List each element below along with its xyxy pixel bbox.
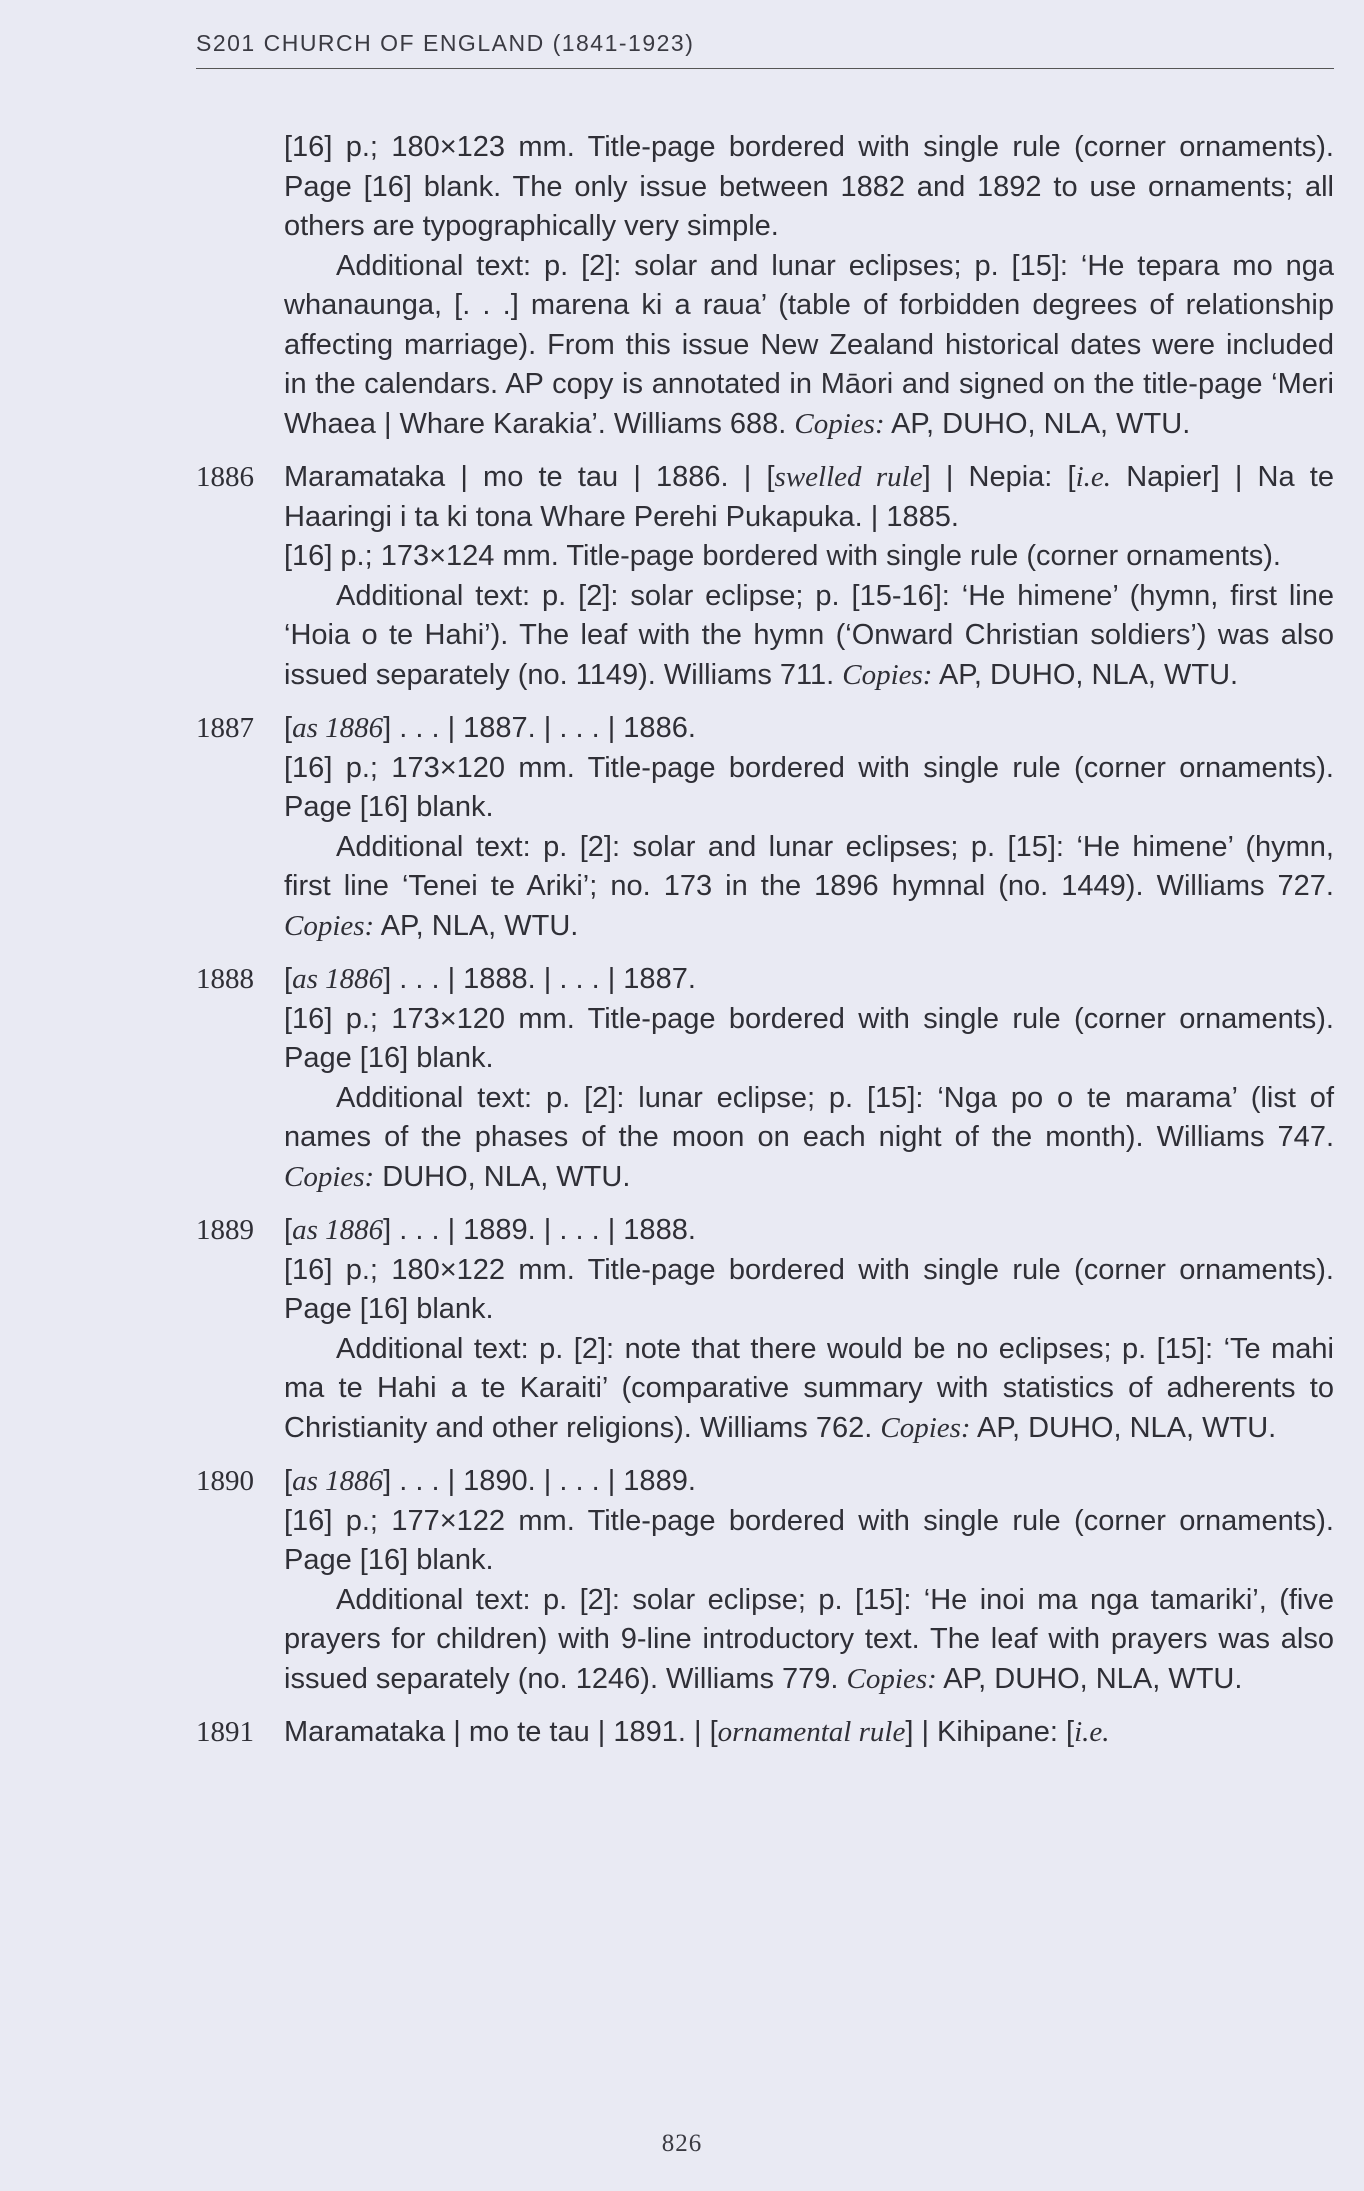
additional-text: [284, 828, 1334, 947]
entry-year: 1889: [196, 1214, 254, 1246]
entry-body: [284, 960, 1334, 1197]
copies-label: Copies:: [284, 1160, 375, 1193]
entry-title: [as 1886] . . . | 1888. | . . . | 1887.: [284, 963, 696, 995]
copies-list: DUHO, NLA, WTU.: [382, 1160, 631, 1193]
copies-label: Copies:: [846, 1662, 937, 1695]
copies-label: Copies:: [284, 909, 375, 942]
title-part: Maramataka | mo te tau | 1886. | [: [284, 461, 775, 493]
title-part: ] . . . | 1890. | . . . | 1889.: [383, 1465, 696, 1497]
title-part: Maramataka | mo te tau | 1891. | [: [284, 1716, 718, 1748]
copies-list: AP, NLA, WTU.: [380, 909, 579, 942]
entry-continuation: [196, 128, 1334, 444]
title-italic: as 1886: [292, 963, 384, 995]
additional-text-body: Additional text: p. [2]: solar eclipse; p. [15-16]: ‘He himene’ (hymn, first line ‘Hoia o te Hahi’). The leaf with the hymn (‘Onward Christian soldiers’) was also issued separately (no. 1149). Williams 711.: [284, 579, 1334, 691]
physical-description: [16] p.; 180×122 mm. Title-page bordered with single rule (corner ornaments). Page [16] blank.: [284, 1253, 1334, 1325]
entry-1886: [196, 458, 1334, 695]
entry-title: [as 1886] . . . | 1890. | . . . | 1889.: [284, 1465, 696, 1497]
physical-description: [16] p.; 173×120 mm. Title-page bordered with single rule (corner ornaments). Page [16] blank.: [284, 1002, 1334, 1074]
entries-list: [196, 128, 1334, 1767]
title-part: Napier] | Na te Haaringi i ta ki tona Whare Perehi Pukapuka. | 1885.: [284, 461, 1334, 533]
title-italic: as 1886: [292, 1214, 384, 1246]
physical-description: [16] p.; 177×122 mm. Title-page bordered with single rule (corner ornaments). Page [16] blank.: [284, 1504, 1334, 1576]
header-rule: [196, 68, 1334, 69]
additional-text: [284, 1581, 1334, 1700]
copies-label: Copies:: [842, 658, 933, 691]
title-part: ] . . . | 1889. | . . . | 1888.: [383, 1214, 696, 1246]
entry-year: 1890: [196, 1465, 254, 1497]
entry-body: [284, 128, 1334, 444]
title-italic: as 1886: [292, 1465, 384, 1497]
page-number: 826: [661, 2130, 703, 2157]
entry-1889: [196, 1211, 1334, 1448]
copies-label: Copies:: [794, 407, 885, 440]
entry-title: [as 1886] . . . | 1887. | . . . | 1886.: [284, 712, 696, 744]
additional-text-body: Additional text: p. [2]: lunar eclipse; p. [15]: ‘Nga po o te marama’ (list of names of the phases of the moon on each night of the month). Williams 747.: [284, 1081, 1334, 1153]
entry-body: [284, 709, 1334, 946]
additional-text-body: Additional text: p. [2]: solar and lunar eclipses; p. [15]: ‘He tepara mo nga whanaunga, [. . .] marena ki a raua’ (table of forbidden degrees of relationship affecting marriage). From this issue New Zealand historical dates were included in the calendars. AP copy is annotated in Māori and signed on the title-page ‘Meri Whaea | Whare Karakia’. Williams 688.: [284, 249, 1334, 440]
title-part: ] | Nepia: [: [922, 461, 1076, 493]
entry-year: 1887: [196, 712, 254, 744]
additional-text-body: Additional text: p. [2]: note that there would be no eclipses; p. [15]: ‘Te mahi ma te Hahi a te Karaiti’ (comparative summary with statistics of adherents to Christianity and other religions). Williams 762.: [284, 1332, 1334, 1444]
title-italic: i.e.: [1075, 461, 1112, 493]
title-italic: i.e.: [1074, 1716, 1110, 1748]
entry-body: [284, 458, 1334, 695]
entry-body: [284, 1713, 1334, 1753]
additional-text: [284, 247, 1334, 445]
additional-text: [284, 577, 1334, 696]
entry-1890: [196, 1462, 1334, 1699]
title-part: ] . . . | 1888. | . . . | 1887.: [383, 963, 696, 995]
entry-1891: [196, 1713, 1334, 1753]
entry-title: [284, 1713, 1334, 1753]
entry-body: [284, 1462, 1334, 1699]
entry-body: [284, 1211, 1334, 1448]
additional-text-body: Additional text: p. [2]: solar and lunar eclipses; p. [15]: ‘He himene’ (hymn, first line ‘Tenei te Ariki’; no. 173 in the 1896 hymnal (no. 1449). Williams 727.: [284, 830, 1334, 902]
title-part: ] | Kihipane: [: [905, 1716, 1075, 1748]
entry-year: 1888: [196, 963, 254, 995]
entry-year: 1886: [196, 461, 254, 493]
additional-text: [284, 1079, 1334, 1198]
entry-year: 1891: [196, 1716, 254, 1748]
entry-title: [as 1886] . . . | 1889. | . . . | 1888.: [284, 1214, 696, 1246]
copies-list: AP, DUHO, NLA, WTU.: [938, 658, 1239, 691]
physical-description: [16] p.; 173×120 mm. Title-page bordered with single rule (corner ornaments). Page [16] blank.: [284, 751, 1334, 823]
physical-description: [16] p.; 173×124 mm. Title-page bordered with single rule (corner ornaments).: [284, 540, 1281, 572]
additional-text-body: Additional text: p. [2]: solar eclipse; p. [15]: ‘He inoi ma nga tamariki’, (five prayers for children) with 9-line introductory text. The leaf with prayers was also issued separately (no. 1246). Williams 779.: [284, 1583, 1334, 1695]
copies-list: AP, DUHO, NLA, WTU.: [977, 1411, 1277, 1444]
title-part: ] . . . | 1887. | . . . | 1886.: [383, 712, 696, 744]
entry-title: [284, 458, 1334, 537]
entry-1887: [196, 709, 1334, 946]
additional-text: [284, 1330, 1334, 1449]
copies-label: Copies:: [880, 1411, 971, 1444]
title-italic: as 1886: [292, 712, 384, 744]
copies-list: AP, DUHO, NLA, WTU.: [943, 1662, 1243, 1695]
physical-description: [16] p.; 180×123 mm. Title-page bordered with single rule (corner ornaments). Page [16] blank. The only issue between 1882 and 1892 to use ornaments; all others are typographically very simple.: [284, 131, 1334, 242]
copies-list: AP, DUHO, NLA, WTU.: [891, 407, 1191, 440]
title-italic: ornamental rule: [717, 1716, 906, 1748]
running-head: S201 CHURCH OF ENGLAND (1841-1923): [196, 30, 695, 56]
entry-1888: [196, 960, 1334, 1197]
title-italic: swelled rule: [774, 461, 923, 493]
